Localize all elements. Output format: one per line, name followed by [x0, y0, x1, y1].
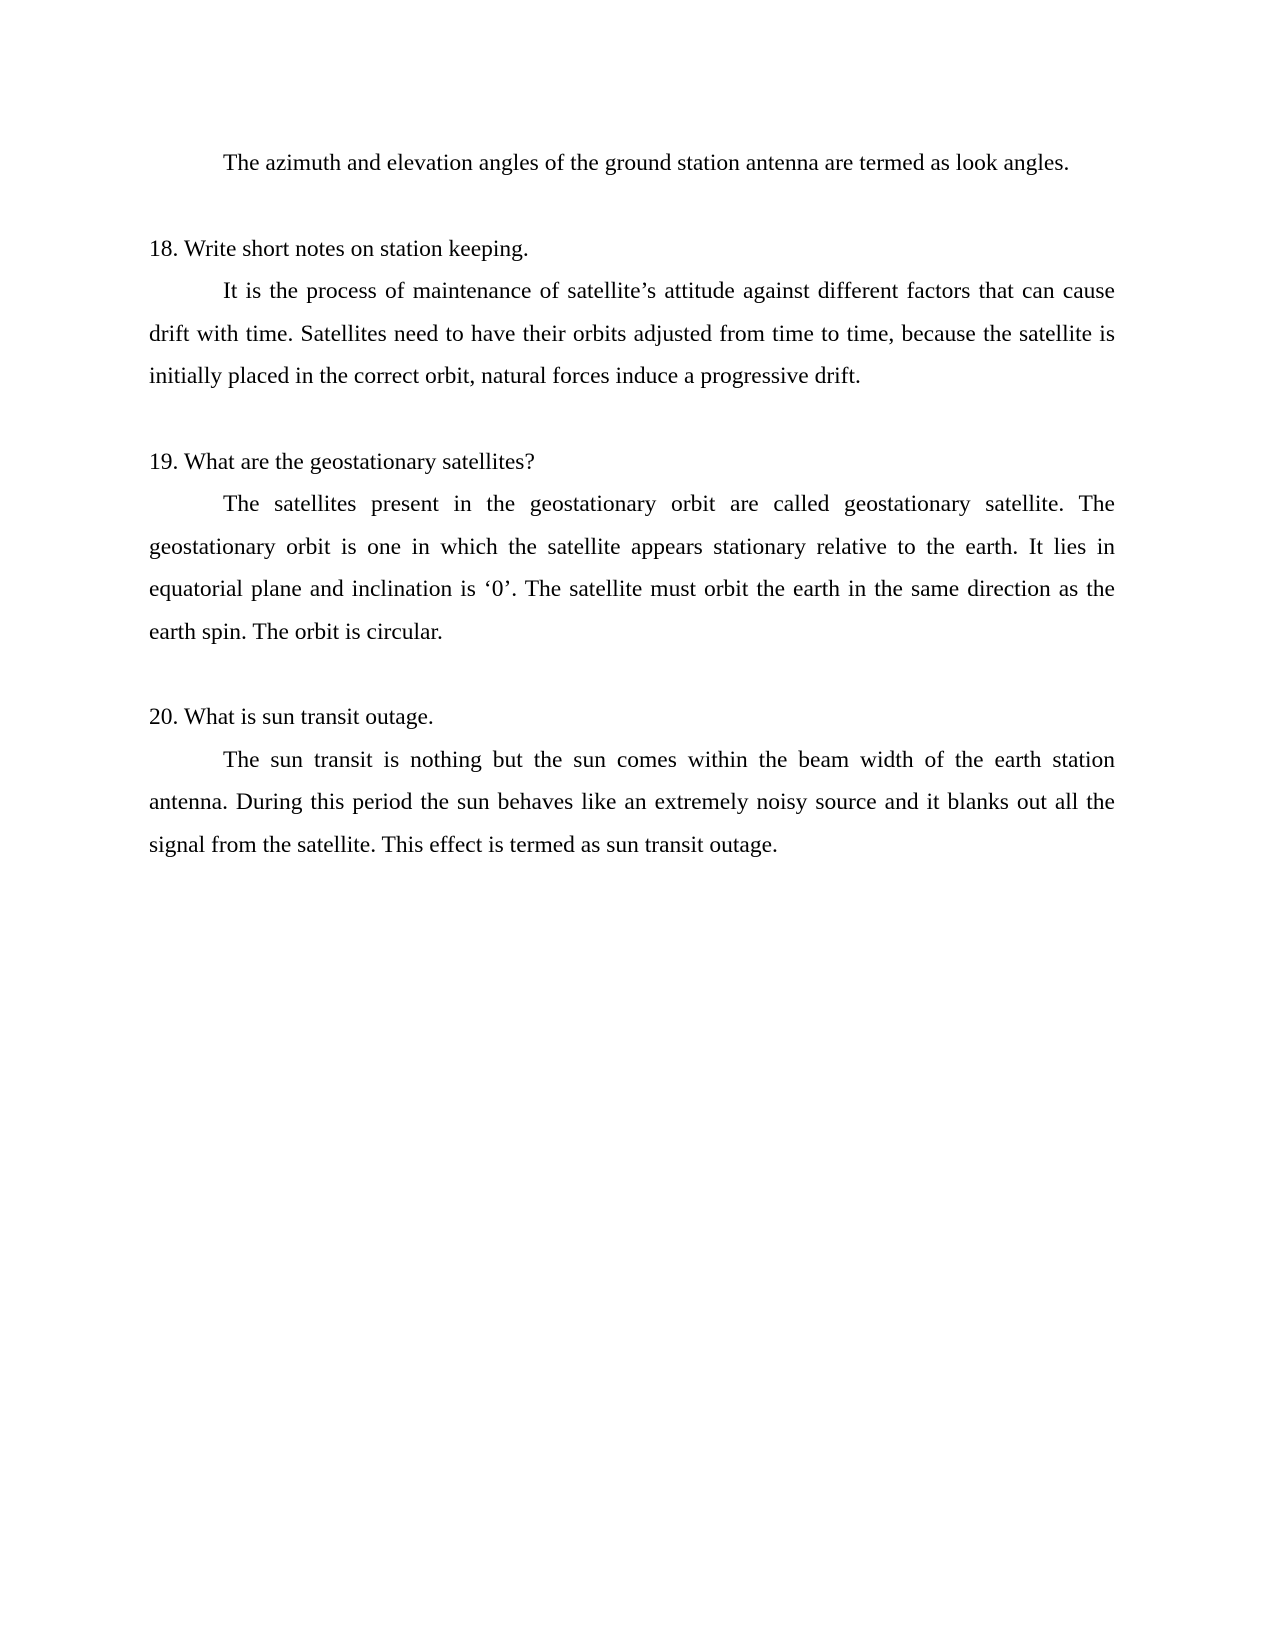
question-18-answer: It is the process of maintenance of satellite’s attitude against different factors that can cause drift with time. Satellites need to have their orbits adjusted from time to time, because the satellite is initially placed in the correct orbit, natural forces induce a progressive drift. [149, 278, 1115, 389]
question-20-answer: The sun transit is nothing but the sun comes within the beam width of the earth station antenna. During this period the sun behaves like an extremely noisy source and it blanks out all the signal from the satellite. This effect is termed as sun transit outage. [149, 746, 1115, 858]
question-19-heading: 19. What are the geostationary satellites? [149, 448, 535, 475]
look-angles-paragraph: The azimuth and elevation angles of the ground station antenna are termed as look angles. [223, 150, 1070, 176]
question-20-heading: 20. What is sun transit outage. [149, 704, 434, 730]
question-18-heading: 18. Write short notes on station keeping. [149, 235, 529, 262]
page-content [149, 142, 1115, 866]
question-19-answer: The satellites present in the geostationary orbit are called geostationary satellite. The geostationary orbit is one in which the satellite appears stationary relative to the earth. It lies in equatorial plane and inclination is ‘0’. The satellite must orbit the earth in the same direction as the earth spin. The orbit is circular. [149, 491, 1115, 645]
